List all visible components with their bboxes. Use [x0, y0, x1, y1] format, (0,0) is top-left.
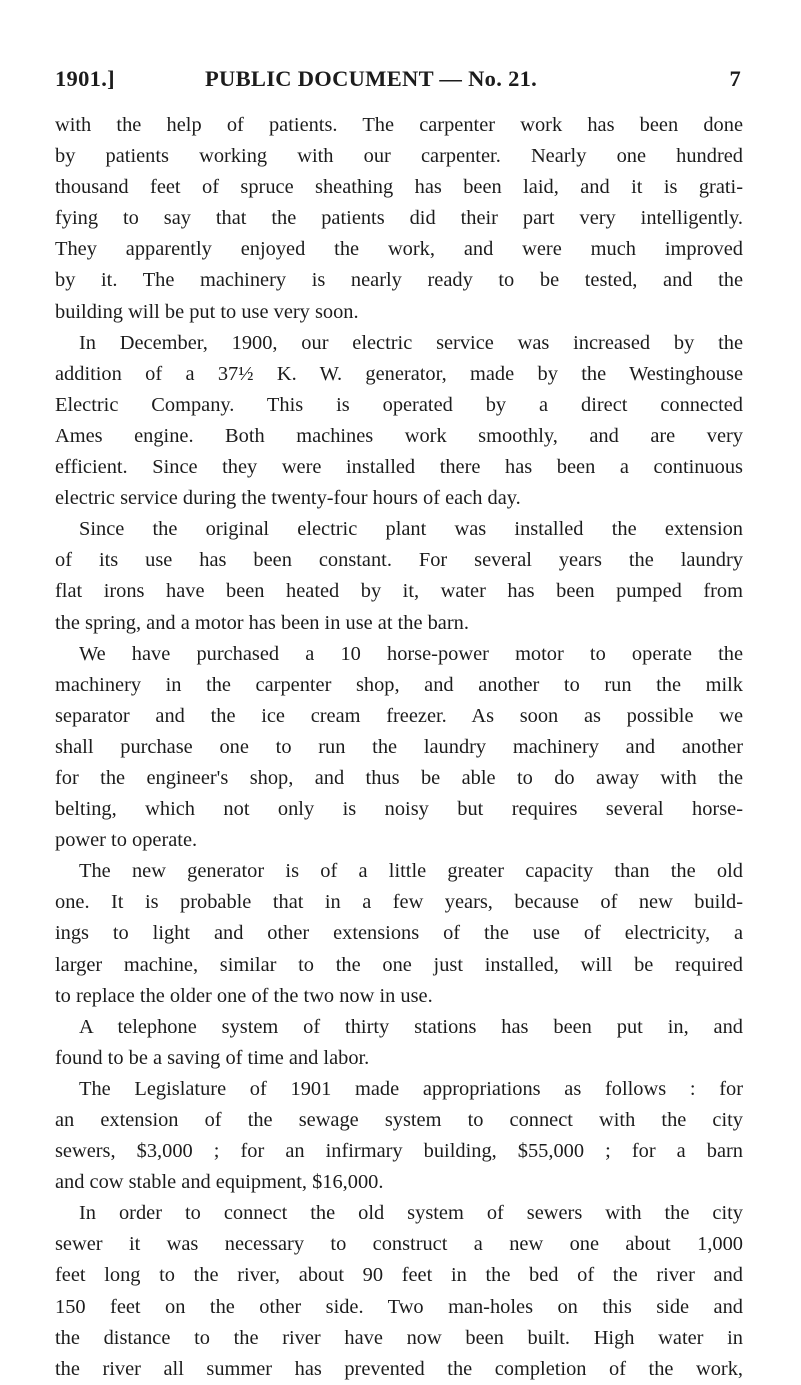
- text-line: fying to say that the patients did their part very intelligently.: [55, 207, 743, 230]
- body-text: [55, 110, 743, 1385]
- text-line: by it. The machinery is nearly ready to be tested, and the: [55, 269, 743, 292]
- text-line: to replace the older one of the two now in use.: [55, 984, 433, 1007]
- text-line: found to be a saving of time and labor.: [55, 1046, 370, 1069]
- text-line: We have purchased a 10 horse-power motor to operate the: [79, 642, 743, 665]
- text-line: electric service during the twenty-four hours of each day.: [55, 487, 521, 510]
- text-line: with the help of patients. The carpenter work has been done: [55, 114, 743, 136]
- text-line: an extension of the sewage system to connect with the city: [55, 1109, 743, 1131]
- text-line: The new generator is of a little greater capacity than the old: [79, 860, 743, 883]
- text-line: for the engineer's shop, and thus be able to do away with the: [55, 766, 743, 789]
- text-line: flat irons have been heated by it, water has been pumped from: [55, 580, 743, 603]
- text-line: the river all summer has prevented the completion of the work,: [55, 1357, 743, 1380]
- text-line: machinery in the carpenter shop, and another to run the milk: [55, 673, 743, 696]
- text-line: shall purchase one to run the laundry machinery and another: [55, 735, 743, 758]
- text-line: addition of a 37½ K. W. generator, made by the Westinghouse: [55, 362, 743, 385]
- text-line: Since the original electric plant was installed the extension: [79, 518, 743, 541]
- text-line: separator and the ice cream freezer. As soon as possible we: [55, 704, 743, 727]
- text-line: sewer it was necessary to construct a new one about 1,000: [55, 1233, 743, 1256]
- text-line: one. It is probable that in a few years, because of new build-: [55, 891, 743, 914]
- text-line: In December, 1900, our electric service was increased by the: [79, 331, 743, 354]
- header-year: 1901.]: [55, 66, 115, 91]
- text-line: ings to light and other extensions of the use of electricity, a: [55, 922, 743, 945]
- text-line: belting, which not only is noisy but requires several horse-: [55, 798, 743, 821]
- text-line: power to operate.: [55, 829, 198, 852]
- running-head: [55, 66, 741, 96]
- text-line: They apparently enjoyed the work, and were much improved: [55, 238, 743, 261]
- header-title: PUBLIC DOCUMENT — No. 21.: [205, 66, 538, 91]
- text-line: feet long to the river, about 90 feet in the bed of the river and: [55, 1264, 743, 1287]
- page-number: 7: [729, 66, 741, 91]
- text-line: the distance to the river have now been built. High water in: [55, 1326, 743, 1349]
- text-line: Ames engine. Both machines work smoothly, and are very: [55, 424, 743, 447]
- text-line: the spring, and a motor has been in use at the barn.: [55, 611, 469, 634]
- text-line: The Legislature of 1901 made appropriations as follows : for: [79, 1077, 743, 1100]
- text-line: sewers, $3,000 ; for an infirmary building, $55,000 ; for a barn: [55, 1140, 743, 1163]
- text-line: and cow stable and equipment, $16,000.: [55, 1171, 384, 1194]
- text-line: building will be put to use very soon.: [55, 300, 359, 323]
- text-line: Electric Company. This is operated by a direct connected: [55, 393, 743, 416]
- text-line: efficient. Since they were installed there has been a continuous: [55, 456, 743, 479]
- text-line: thousand feet of spruce sheathing has been laid, and it is grati-: [55, 176, 743, 199]
- text-line: of its use has been constant. For several years the laundry: [55, 549, 743, 572]
- text-line: A telephone system of thirty stations has been put in, and: [79, 1015, 743, 1038]
- text-line: In order to connect the old system of sewers with the city: [79, 1202, 743, 1225]
- text-line: 150 feet on the other side. Two man-holes on this side and: [55, 1295, 743, 1318]
- text-line: by patients working with our carpenter. Nearly one hundred: [55, 145, 743, 168]
- text-line: larger machine, similar to the one just installed, will be required: [55, 953, 743, 976]
